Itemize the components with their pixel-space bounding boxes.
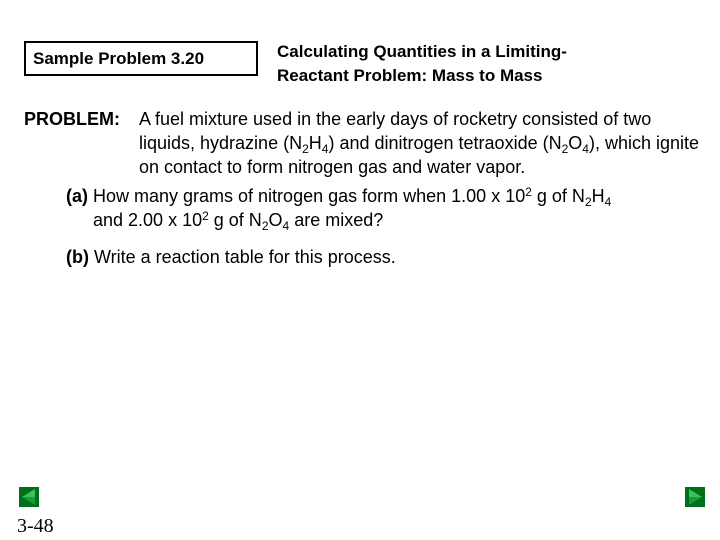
part-a-text-3: H — [591, 186, 605, 206]
subscript: 4 — [604, 195, 612, 209]
previous-slide-button[interactable] — [19, 487, 39, 507]
part-a-text-5: g of N — [208, 210, 262, 230]
part-a-label: (a) — [66, 186, 88, 206]
part-a-text-1: How many grams of nitrogen gas form when 1.00 x 10 — [88, 186, 526, 206]
problem-text-3: ) and dinitrogen tetraoxide (N — [328, 133, 562, 153]
sample-problem-label — [24, 41, 258, 76]
subscript: 2 — [584, 195, 592, 209]
page-number: 3-48 — [17, 515, 54, 537]
part-a-text-6: O — [268, 210, 283, 230]
subscript: 2 — [561, 142, 569, 156]
subscript: 2 — [302, 142, 309, 156]
part-b-text: Write a reaction table for this process. — [88, 247, 396, 267]
part-a — [66, 184, 706, 232]
problem-text-1: A fuel mixture used in the early days of rocketry consisted of two liquids, hydrazine (N — [139, 109, 652, 153]
superscript: 2 — [202, 209, 209, 223]
part-b — [66, 245, 706, 269]
subscript: 4 — [321, 142, 329, 156]
subscript: 4 — [582, 142, 589, 156]
subscript: 4 — [282, 219, 290, 233]
part-b-label: (b) — [66, 247, 89, 267]
subscript: 2 — [261, 219, 269, 233]
part-a-line-2 — [66, 208, 706, 232]
part-a-text-2: g of N — [531, 186, 585, 206]
sample-problem-text: Sample Problem 3.20 — [33, 49, 205, 68]
superscript: 2 — [525, 185, 532, 199]
problem-text-2: H — [308, 133, 322, 153]
problem-statement — [139, 107, 709, 179]
problem-text-4: O — [568, 133, 583, 153]
title-line-1: Calculating Quantities in a Limiting- — [277, 42, 567, 61]
title-line-2: Reactant Problem: Mass to Mass — [277, 66, 543, 85]
next-slide-button[interactable] — [685, 487, 705, 507]
triangle-left-icon — [19, 487, 39, 507]
problem-label: PROBLEM: — [24, 109, 120, 129]
slide-title — [277, 40, 707, 88]
problem-text-5: ), which ignite on contact to form nitrogen gas and water vapor. — [139, 133, 700, 177]
part-a-text-4: and 2.00 x 10 — [93, 210, 203, 230]
triangle-right-icon — [685, 487, 705, 507]
part-a-text-7: are mixed? — [289, 210, 384, 230]
